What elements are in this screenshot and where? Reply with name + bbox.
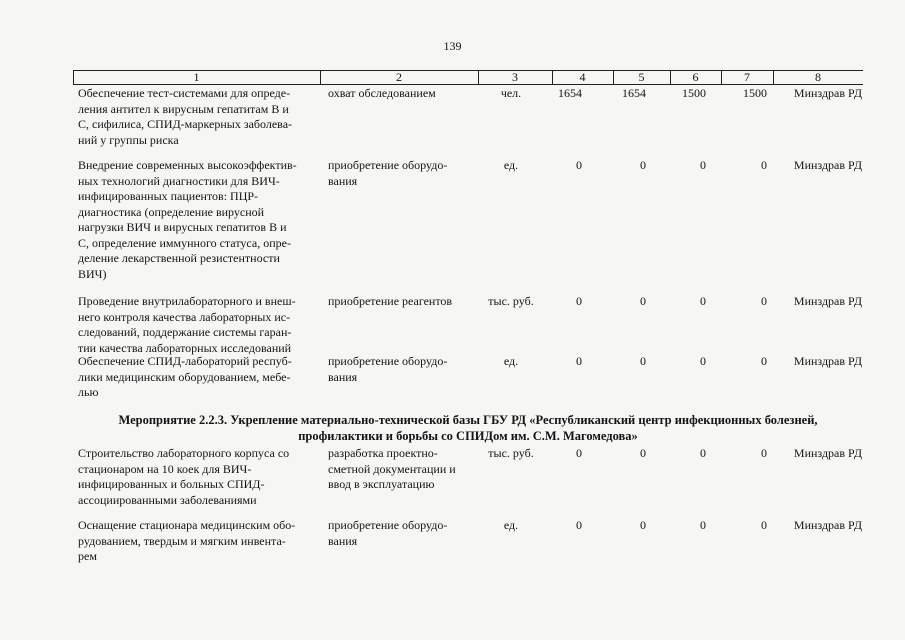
value-col-7: 0 bbox=[761, 158, 767, 172]
header-col-2: 2 bbox=[396, 70, 402, 84]
header-col-1: 1 bbox=[193, 70, 200, 84]
indicator: охват обследованием bbox=[328, 86, 436, 100]
header-col-3: 3 bbox=[512, 70, 518, 84]
executor: Минздрав РД bbox=[793, 518, 862, 532]
activity-name: Обеспечение тест-системами для опреде- ления антител к вирусным гепатитам В и С, сифилиса, СПИД-маркерных заболева- ний у группы риска bbox=[78, 86, 293, 147]
value-col-7: 1500 bbox=[743, 86, 767, 100]
value-col-5: 0 bbox=[640, 354, 646, 368]
unit: ед. bbox=[503, 518, 519, 532]
value-col-5: 0 bbox=[640, 158, 646, 172]
value-col-5: 0 bbox=[640, 446, 646, 460]
executor: Минздрав РД bbox=[793, 158, 862, 172]
value-col-7: 0 bbox=[761, 518, 767, 532]
activity-name: Строительство лабораторного корпуса со стационаром на 10 коек для ВИЧ- инфицированных и больных СПИД- ассоциированными заболеваниями bbox=[78, 446, 290, 507]
activity-name: Оснащение стационара медицинским обо- рудованием, твердым и мягким инвента- рем bbox=[78, 518, 296, 563]
header-col-4: 4 bbox=[579, 70, 586, 84]
indicator: разработка проектно- сметной документации и ввод в эксплуатацию bbox=[328, 446, 456, 491]
indicator: приобретение оборудо- вания bbox=[328, 158, 448, 188]
executor: Минздрав РД bbox=[793, 86, 862, 100]
header-col-5: 5 bbox=[638, 70, 645, 84]
value-col-6: 0 bbox=[700, 158, 706, 172]
activity-name: Обеспечение СПИД-лабораторий респуб- лики медицинским оборудованием, мебе- лью bbox=[78, 354, 292, 399]
value-col-4: 1654 bbox=[558, 86, 582, 100]
unit: тыс. руб. bbox=[488, 446, 534, 460]
value-col-6: 0 bbox=[700, 294, 706, 308]
activity-name: Внедрение современных высокоэффектив- ных технологий диагностики для ВИЧ- инфицированных пациентов: ПЦР- диагностика (определение вирусной нагрузки ВИЧ и вирусных гепатитов В и С, определение иммунного статуса, опре- деление лекарственной резистентности ВИЧ) bbox=[78, 158, 297, 281]
value-col-7: 0 bbox=[761, 354, 767, 368]
header-col-8: 8 bbox=[815, 70, 821, 84]
executor: Минздрав РД bbox=[793, 446, 862, 460]
value-col-6: 0 bbox=[700, 354, 706, 368]
executor: Минздрав РД bbox=[793, 294, 862, 308]
header-col-6: 6 bbox=[692, 70, 699, 84]
unit: чел. bbox=[500, 86, 522, 100]
value-col-6: 1500 bbox=[682, 86, 706, 100]
value-col-7: 0 bbox=[761, 294, 767, 308]
value-col-6: 0 bbox=[700, 518, 706, 532]
value-col-6: 0 bbox=[700, 446, 706, 460]
unit: ед. bbox=[503, 354, 519, 368]
value-col-5: 0 bbox=[640, 518, 646, 532]
indicator: приобретение оборудо- вания bbox=[328, 354, 448, 384]
section-title: Мероприятие 2.2.3. Укрепление материально-технической базы ГБУ РД «Республиканский центр инфекционных болезней, профилактики и борьбы со СПИДом им. С.М. Магомедова» bbox=[118, 413, 818, 443]
value-col-4: 0 bbox=[576, 354, 582, 368]
value-col-4: 0 bbox=[576, 446, 582, 460]
value-col-7: 0 bbox=[761, 446, 767, 460]
unit: ед. bbox=[503, 158, 519, 172]
value-col-4: 0 bbox=[576, 158, 582, 172]
unit: тыс. руб. bbox=[488, 294, 534, 308]
value-col-5: 1654 bbox=[622, 86, 646, 100]
executor: Минздрав РД bbox=[793, 354, 862, 368]
indicator: приобретение оборудо- вания bbox=[328, 518, 448, 548]
header-col-7: 7 bbox=[744, 70, 750, 84]
activity-name: Проведение внутрилабораторного и внеш- него контроля качества лабораторных ис- следований, поддержание системы гаран- тии качества лабораторных исследований bbox=[78, 294, 296, 355]
indicator: приобретение реагентов bbox=[328, 294, 453, 308]
value-col-4: 0 bbox=[576, 294, 582, 308]
value-col-5: 0 bbox=[640, 294, 646, 308]
page-number: 139 bbox=[443, 39, 462, 53]
value-col-4: 0 bbox=[576, 518, 582, 532]
